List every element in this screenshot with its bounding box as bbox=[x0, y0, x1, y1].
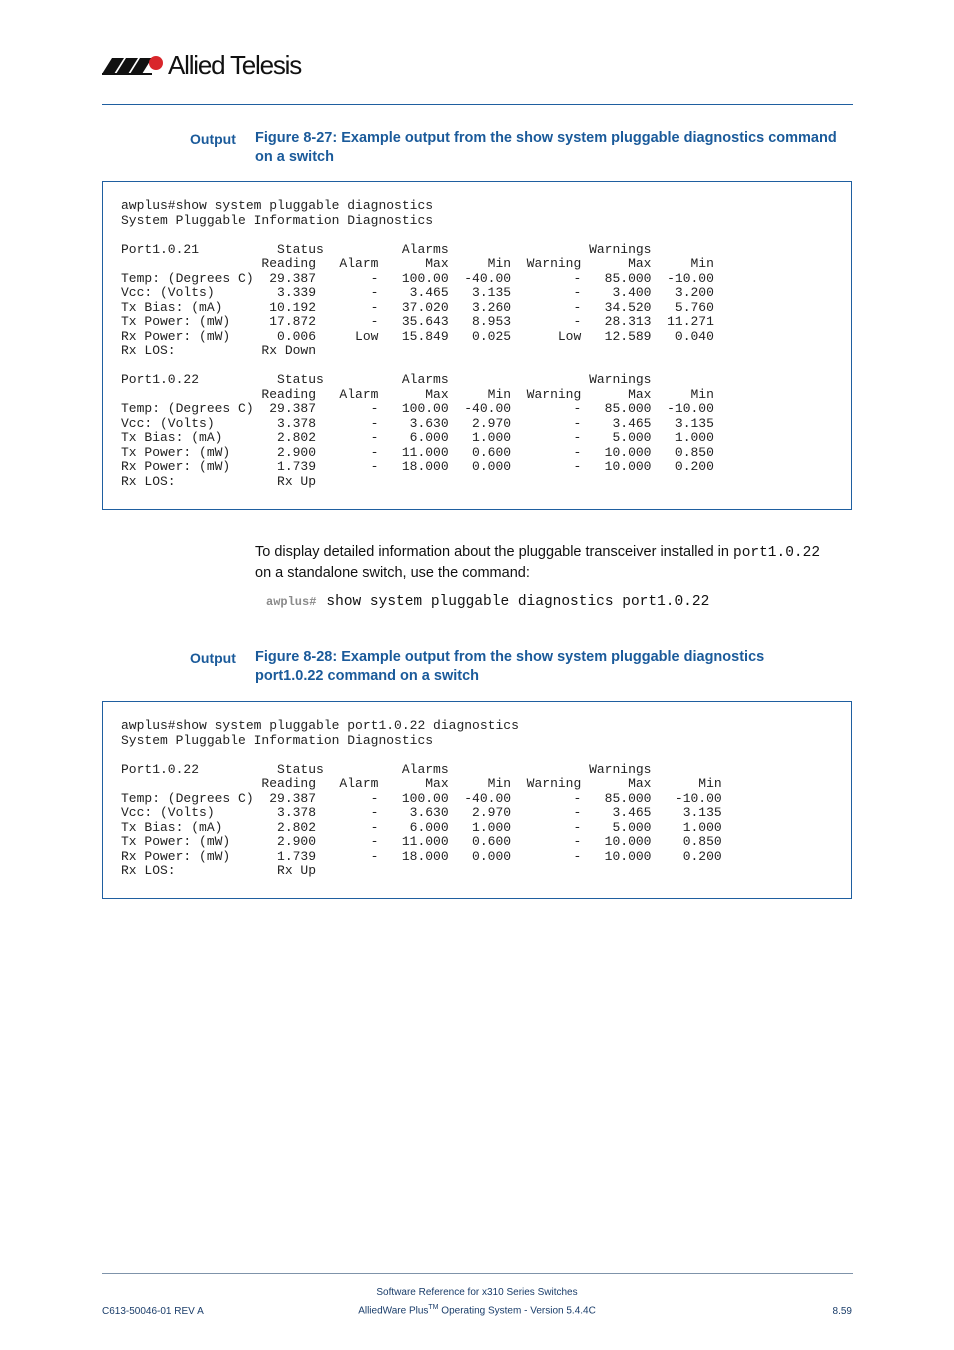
footer-doc-id: C613-50046-01 REV A bbox=[102, 1306, 204, 1317]
code-output-box-2 bbox=[102, 701, 852, 899]
command-prompt: awplus# bbox=[266, 595, 317, 609]
code-output-box-1 bbox=[102, 181, 852, 510]
paragraph-code: port1.0.22 bbox=[733, 545, 821, 561]
paragraph-text-after: on a standalone switch, use the command: bbox=[255, 565, 530, 581]
logo-text: Allied Telesis bbox=[168, 50, 302, 80]
output-label-2: Output bbox=[190, 650, 236, 666]
header-rule bbox=[102, 104, 853, 105]
logo-mark-icon bbox=[102, 54, 166, 76]
command-text: show system pluggable diagnostics port1.0.22 bbox=[326, 594, 710, 610]
allied-telesis-logo bbox=[102, 50, 302, 80]
footer-os-post: Operating System - Version 5.4.4C bbox=[438, 1305, 596, 1317]
footer-os-sup: TM bbox=[428, 1304, 439, 1311]
footer-os-line bbox=[300, 1304, 654, 1316]
instruction-paragraph bbox=[255, 542, 855, 583]
code-output-1: awplus#show system pluggable diagnostics System Pluggable Information Diagnostics Port1.0.21 Status Alarms Warnings Reading Alarm Max Min Warning Max Min Temp: (Degrees C) 29.387 - 100.00 -40.00 - 85.000 -10.00 Vcc: (Volts) 3.339 - 3.465 3.135 - 3.400 3.200 Tx Bias: (mA) 10.192 - 37.020 3.260 - 34.520 5.760 Tx Power: (mW) 17.872 - 35.643 8.953 - 28.313 11.271 Rx Power: (mW) 0.006 Low 15.849 0.025 Low 12.589 0.040 Rx LOS: Rx Down Port1.0.22 Status Alarms Warnings Reading Alarm Max Min Warning Max Min Temp: (Degrees C) 29.387 - 100.00 -40.00 - 85.000 -10.00 Vcc: (Volts) 3.378 - 3.630 2.970 - 3.465 3.135 Tx Bias: (mA) 2.802 - 6.000 1.000 - 5.000 1.000 Tx Power: (mW) 2.900 - 11.000 0.600 - 10.000 0.850 Rx Power: (mW) 1.739 - 18.000 0.000 - 10.000 0.200 Rx LOS: Rx Up bbox=[121, 198, 714, 489]
footer-os-pre: AlliedWare Plus bbox=[358, 1305, 429, 1317]
command-example bbox=[266, 594, 709, 610]
footer-page-number: 8.59 bbox=[832, 1306, 852, 1317]
footer-rule bbox=[102, 1273, 853, 1274]
code-output-2: awplus#show system pluggable port1.0.22 diagnostics System Pluggable Information Diagnostics Port1.0.22 Status Alarms Warnings Reading Alarm Max Min Warning Max Min Temp: (Degrees C) 29.387 - 100.00 -40.00 - 85.000 -10.00 Vcc: (Volts) 3.378 - 3.630 2.970 - 3.465 3.135 Tx Bias: (mA) 2.802 - 6.000 1.000 - 5.000 1.000 Tx Power: (mW) 2.900 - 11.000 0.600 - 10.000 0.850 Rx Power: (mW) 1.739 - 18.000 0.000 - 10.000 0.200 Rx LOS: Rx Up bbox=[121, 718, 722, 878]
output-label-1: Output bbox=[190, 131, 236, 147]
figure-caption-2: Figure 8-28: Example output from the show system pluggable diagnostics port1.0.22 command on a switch bbox=[255, 649, 765, 684]
footer-title: Software Reference for x310 Series Switches bbox=[376, 1287, 578, 1298]
figure-caption-1: Figure 8-27: Example output from the show system pluggable diagnostics command on a switch bbox=[255, 130, 837, 165]
paragraph-text-before: To display detailed information about the pluggable transceiver installed in bbox=[255, 544, 733, 560]
